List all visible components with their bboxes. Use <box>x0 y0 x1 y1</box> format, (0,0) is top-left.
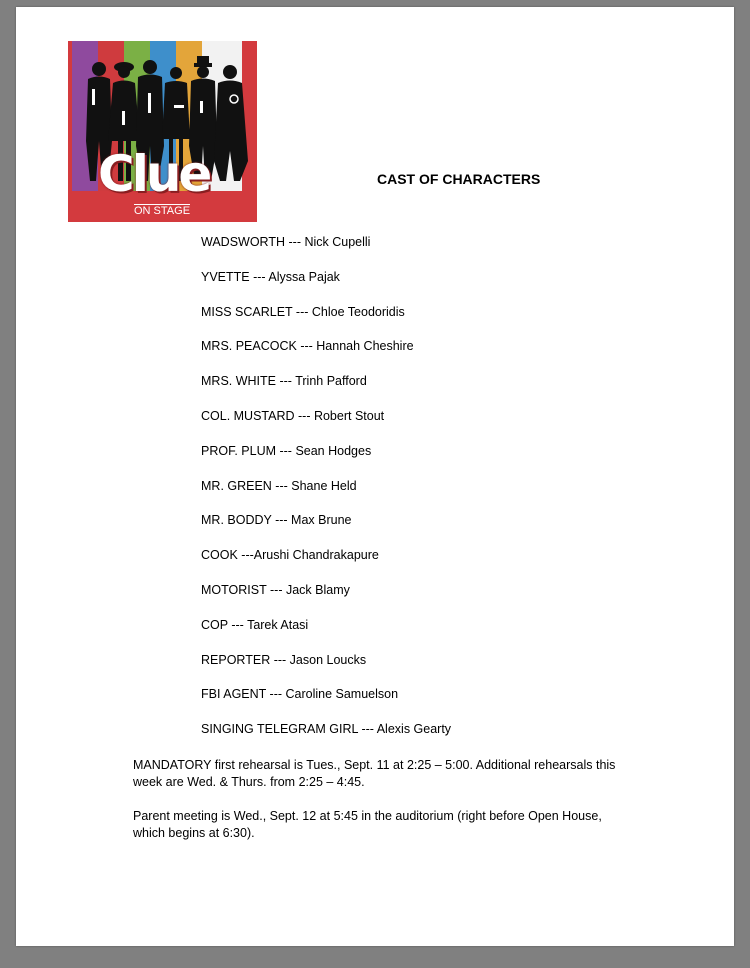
cast-list <box>201 235 451 757</box>
cast-item: FBI AGENT --- Caroline Samuelson <box>201 687 399 702</box>
cast-item: MISS SCARLET --- Chloe Teodoridis <box>201 304 405 319</box>
cast-item: MR. BODDY --- Max Brune <box>201 513 352 528</box>
clue-logo <box>68 41 257 222</box>
cast-item: MR. GREEN --- Shane Held <box>201 478 357 493</box>
cast-item: COOK ---Arushi Chandrakapure <box>201 548 379 563</box>
rehearsal-notes <box>133 757 633 859</box>
logo-subtitle: ON STAGE <box>134 205 191 217</box>
cast-item: MRS. WHITE --- Trinh Pafford <box>201 374 367 389</box>
page-title: CAST OF CHARACTERS <box>377 171 541 187</box>
cast-item: WADSWORTH --- Nick Cupelli <box>201 235 371 249</box>
cast-item: SINGING TELEGRAM GIRL --- Alexis Gearty <box>201 722 452 737</box>
cast-item: REPORTER --- Jason Loucks <box>201 652 367 667</box>
rehearsal-note: MANDATORY first rehearsal is Tues., Sept. 11 at 2:25 – 5:00. Additional rehearsals this week are Wed. & Thurs. from 2:25 – 4:45. <box>133 758 616 789</box>
logo-wordmark: Clue <box>98 145 210 203</box>
parent-meeting-note: Parent meeting is Wed., Sept. 12 at 5:45 in the auditorium (right before Open House, which begins at 6:30). <box>133 809 602 840</box>
cast-item: YVETTE --- Alyssa Pajak <box>201 269 340 284</box>
cast-item: MRS. PEACOCK --- Hannah Cheshire <box>201 339 414 354</box>
document-page <box>16 7 734 946</box>
cast-item: PROF. PLUM --- Sean Hodges <box>201 443 372 458</box>
cast-item: COP --- Tarek Atasi <box>201 617 309 632</box>
cast-item: MOTORIST --- Jack Blamy <box>201 582 350 597</box>
cast-item: COL. MUSTARD --- Robert Stout <box>201 408 385 423</box>
